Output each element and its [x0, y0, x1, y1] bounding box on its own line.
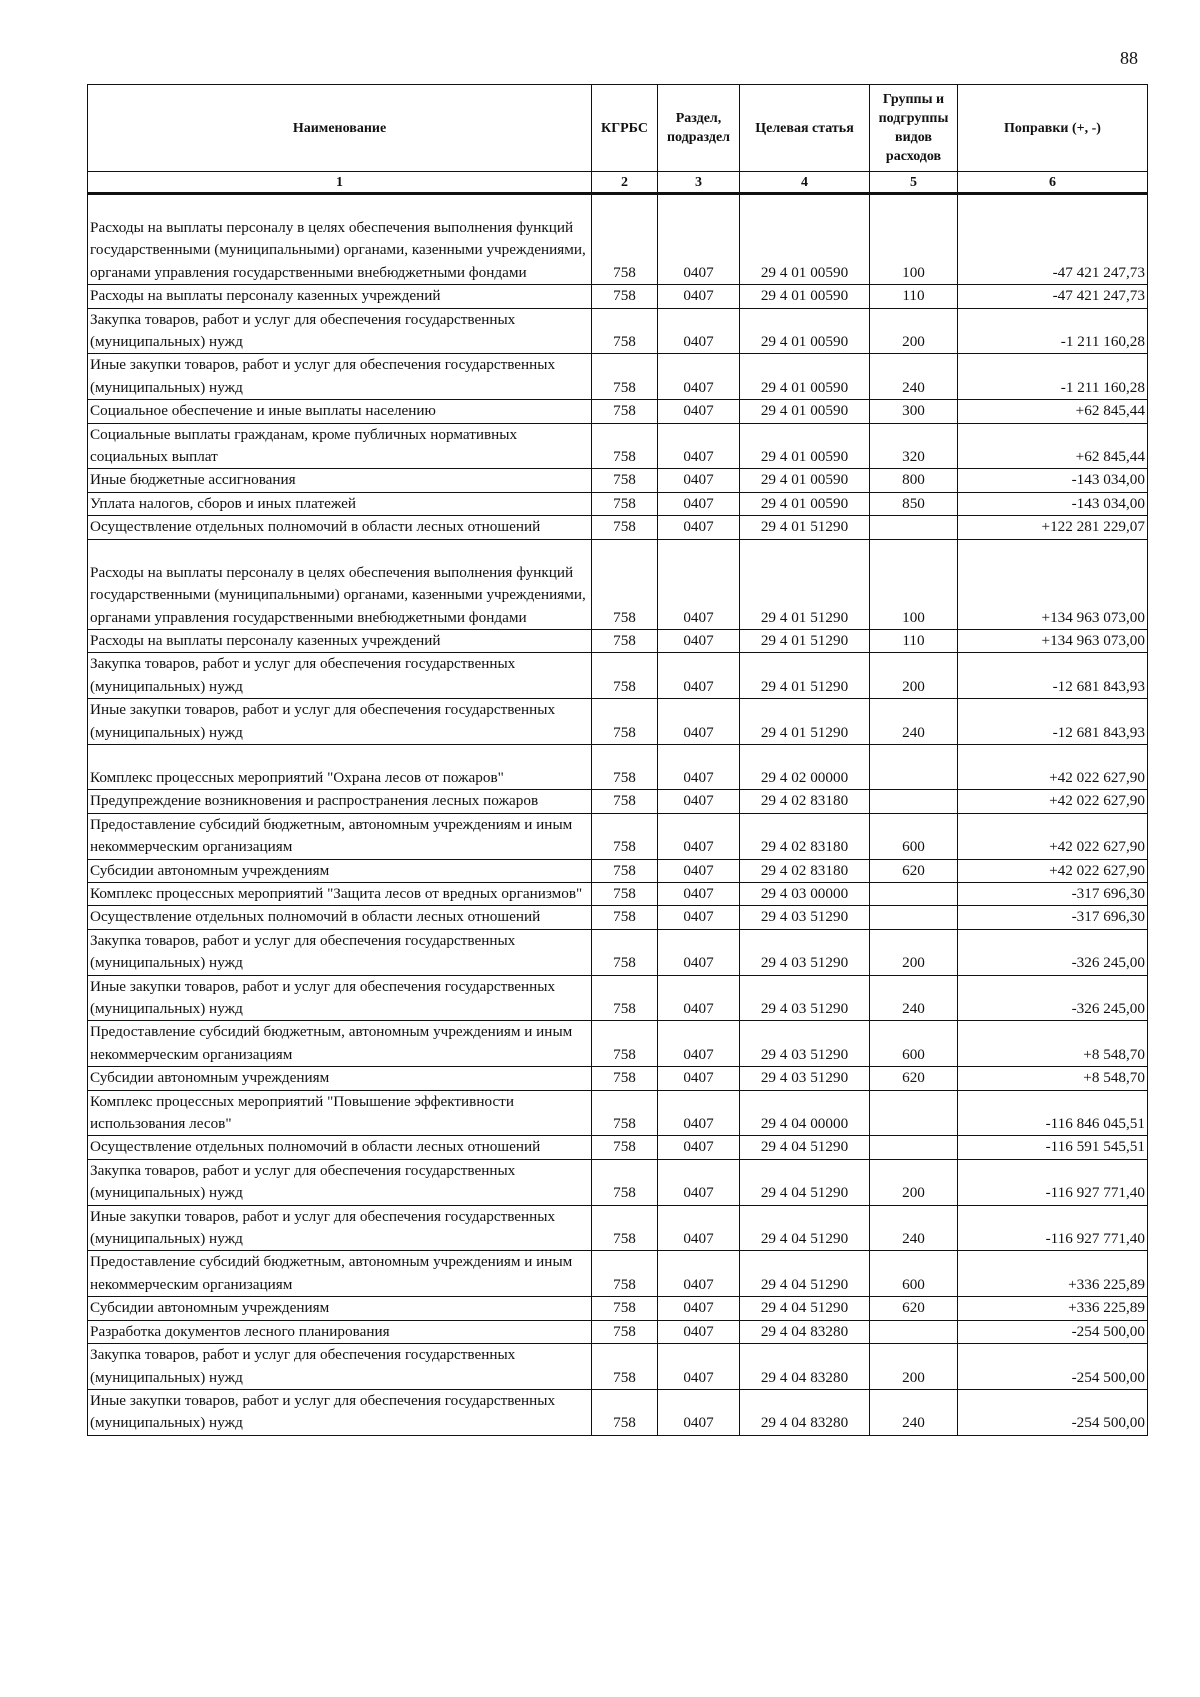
row-name: Иные закупки товаров, работ и услуг для обеспечения государственных (муниципальных) нужд	[88, 354, 592, 400]
row-expense-group: 200	[870, 1159, 958, 1205]
row-section: 0407	[658, 423, 740, 469]
row-amendment-amount: -317 696,30	[958, 906, 1148, 929]
column-number: 6	[958, 172, 1148, 194]
table-row	[88, 400, 1148, 423]
table-row	[88, 1021, 1148, 1067]
row-section: 0407	[658, 1136, 740, 1159]
row-expense-group: 850	[870, 492, 958, 515]
row-target-article: 29 4 02 83180	[740, 859, 870, 882]
table-row	[88, 882, 1148, 905]
row-name: Расходы на выплаты персоналу казенных учреждений	[88, 629, 592, 652]
row-amendment-amount: -254 500,00	[958, 1344, 1148, 1390]
row-kgrbs: 758	[592, 790, 658, 813]
table-row	[88, 906, 1148, 929]
row-amendment-amount: -1 211 160,28	[958, 308, 1148, 354]
row-name: Предоставление субсидий бюджетным, автономным учреждениям и иным некоммерческим организациям	[88, 1251, 592, 1297]
table-row	[88, 539, 1148, 629]
header-name: Наименование	[88, 85, 592, 172]
row-target-article: 29 4 02 83180	[740, 813, 870, 859]
row-target-article: 29 4 04 83280	[740, 1320, 870, 1343]
column-number: 5	[870, 172, 958, 194]
row-section: 0407	[658, 1067, 740, 1090]
table-row	[88, 1136, 1148, 1159]
row-section: 0407	[658, 906, 740, 929]
row-kgrbs: 758	[592, 308, 658, 354]
budget-amendments-table	[87, 84, 1148, 1436]
row-section: 0407	[658, 539, 740, 629]
row-expense-group: 110	[870, 285, 958, 308]
row-amendment-amount: +8 548,70	[958, 1021, 1148, 1067]
row-expense-group: 320	[870, 423, 958, 469]
row-kgrbs: 758	[592, 653, 658, 699]
row-name: Расходы на выплаты персоналу в целях обеспечения выполнения функций государственными (муниципальными) органами, казенными учреждениями, органами управления государственными внебюджетными фондами	[88, 194, 592, 285]
row-amendment-amount: +122 281 229,07	[958, 516, 1148, 539]
row-amendment-amount: -143 034,00	[958, 469, 1148, 492]
row-kgrbs: 758	[592, 859, 658, 882]
row-amendment-amount: -326 245,00	[958, 929, 1148, 975]
table-row	[88, 194, 1148, 285]
row-section: 0407	[658, 859, 740, 882]
row-expense-group: 240	[870, 1389, 958, 1435]
row-kgrbs: 758	[592, 400, 658, 423]
row-kgrbs: 758	[592, 882, 658, 905]
row-target-article: 29 4 04 51290	[740, 1251, 870, 1297]
row-section: 0407	[658, 1251, 740, 1297]
row-name: Закупка товаров, работ и услуг для обеспечения государственных (муниципальных) нужд	[88, 1159, 592, 1205]
row-kgrbs: 758	[592, 469, 658, 492]
table-row	[88, 1159, 1148, 1205]
row-kgrbs: 758	[592, 1205, 658, 1251]
row-name: Закупка товаров, работ и услуг для обеспечения государственных (муниципальных) нужд	[88, 653, 592, 699]
row-name: Иные закупки товаров, работ и услуг для обеспечения государственных (муниципальных) нужд	[88, 699, 592, 745]
table-row	[88, 469, 1148, 492]
table-row	[88, 1090, 1148, 1136]
row-amendment-amount: -326 245,00	[958, 975, 1148, 1021]
row-target-article: 29 4 03 51290	[740, 929, 870, 975]
row-target-article: 29 4 01 00590	[740, 423, 870, 469]
row-expense-group	[870, 1136, 958, 1159]
table-row	[88, 1389, 1148, 1435]
row-expense-group: 100	[870, 194, 958, 285]
table-row	[88, 744, 1148, 789]
row-name: Социальные выплаты гражданам, кроме публичных нормативных социальных выплат	[88, 423, 592, 469]
table-row	[88, 629, 1148, 652]
row-name: Закупка товаров, работ и услуг для обеспечения государственных (муниципальных) нужд	[88, 308, 592, 354]
row-expense-group: 300	[870, 400, 958, 423]
row-amendment-amount: -47 421 247,73	[958, 285, 1148, 308]
row-section: 0407	[658, 882, 740, 905]
row-name: Иные закупки товаров, работ и услуг для обеспечения государственных (муниципальных) нужд	[88, 1389, 592, 1435]
row-name: Субсидии автономным учреждениям	[88, 1067, 592, 1090]
row-kgrbs: 758	[592, 975, 658, 1021]
row-target-article: 29 4 01 00590	[740, 354, 870, 400]
row-amendment-amount: -47 421 247,73	[958, 194, 1148, 285]
row-kgrbs: 758	[592, 1067, 658, 1090]
row-section: 0407	[658, 400, 740, 423]
row-name: Осуществление отдельных полномочий в области лесных отношений	[88, 906, 592, 929]
table-row	[88, 1067, 1148, 1090]
table-row	[88, 813, 1148, 859]
row-section: 0407	[658, 1389, 740, 1435]
row-expense-group: 240	[870, 1205, 958, 1251]
column-number: 4	[740, 172, 870, 194]
row-name: Иные закупки товаров, работ и услуг для обеспечения государственных (муниципальных) нужд	[88, 1205, 592, 1251]
row-expense-group: 200	[870, 653, 958, 699]
row-target-article: 29 4 01 51290	[740, 516, 870, 539]
row-name: Закупка товаров, работ и услуг для обеспечения государственных (муниципальных) нужд	[88, 1344, 592, 1390]
row-expense-group	[870, 516, 958, 539]
row-section: 0407	[658, 308, 740, 354]
row-section: 0407	[658, 929, 740, 975]
table-row	[88, 1297, 1148, 1320]
row-section: 0407	[658, 354, 740, 400]
row-target-article: 29 4 03 51290	[740, 1067, 870, 1090]
row-expense-group: 620	[870, 859, 958, 882]
row-expense-group	[870, 790, 958, 813]
row-amendment-amount: -254 500,00	[958, 1389, 1148, 1435]
row-expense-group: 200	[870, 1344, 958, 1390]
row-name: Закупка товаров, работ и услуг для обеспечения государственных (муниципальных) нужд	[88, 929, 592, 975]
row-amendment-amount: -12 681 843,93	[958, 653, 1148, 699]
row-name: Субсидии автономным учреждениям	[88, 1297, 592, 1320]
table-row	[88, 516, 1148, 539]
row-kgrbs: 758	[592, 1320, 658, 1343]
row-section: 0407	[658, 699, 740, 745]
row-target-article: 29 4 01 00590	[740, 469, 870, 492]
row-section: 0407	[658, 492, 740, 515]
row-target-article: 29 4 03 51290	[740, 906, 870, 929]
row-section: 0407	[658, 790, 740, 813]
header-amendments: Поправки (+, -)	[958, 85, 1148, 172]
row-kgrbs: 758	[592, 906, 658, 929]
table-row	[88, 699, 1148, 745]
header-section: Раздел, подраздел	[658, 85, 740, 172]
row-section: 0407	[658, 629, 740, 652]
row-target-article: 29 4 04 83280	[740, 1344, 870, 1390]
row-amendment-amount: +42 022 627,90	[958, 859, 1148, 882]
row-section: 0407	[658, 975, 740, 1021]
row-amendment-amount: +336 225,89	[958, 1297, 1148, 1320]
row-kgrbs: 758	[592, 929, 658, 975]
row-kgrbs: 758	[592, 1159, 658, 1205]
row-expense-group: 620	[870, 1297, 958, 1320]
table-row	[88, 1320, 1148, 1343]
row-kgrbs: 758	[592, 1136, 658, 1159]
table-row	[88, 492, 1148, 515]
table-row	[88, 929, 1148, 975]
row-expense-group: 240	[870, 975, 958, 1021]
column-number-row	[88, 172, 1148, 194]
row-expense-group	[870, 882, 958, 905]
row-name: Иные бюджетные ассигнования	[88, 469, 592, 492]
row-section: 0407	[658, 1297, 740, 1320]
row-target-article: 29 4 04 51290	[740, 1159, 870, 1205]
row-target-article: 29 4 04 51290	[740, 1136, 870, 1159]
table-row	[88, 859, 1148, 882]
row-target-article: 29 4 03 00000	[740, 882, 870, 905]
page-number: 88	[1120, 48, 1138, 68]
row-target-article: 29 4 03 51290	[740, 1021, 870, 1067]
row-kgrbs: 758	[592, 423, 658, 469]
row-amendment-amount: -12 681 843,93	[958, 699, 1148, 745]
row-amendment-amount: +134 963 073,00	[958, 629, 1148, 652]
row-expense-group	[870, 1320, 958, 1343]
row-expense-group: 600	[870, 1021, 958, 1067]
row-amendment-amount: -143 034,00	[958, 492, 1148, 515]
row-expense-group: 600	[870, 1251, 958, 1297]
row-target-article: 29 4 02 00000	[740, 744, 870, 789]
row-name: Осуществление отдельных полномочий в области лесных отношений	[88, 516, 592, 539]
row-section: 0407	[658, 1205, 740, 1251]
row-kgrbs: 758	[592, 539, 658, 629]
row-name: Социальное обеспечение и иные выплаты населению	[88, 400, 592, 423]
row-amendment-amount: -116 846 045,51	[958, 1090, 1148, 1136]
row-name: Разработка документов лесного планирования	[88, 1320, 592, 1343]
row-amendment-amount: -116 927 771,40	[958, 1205, 1148, 1251]
row-expense-group	[870, 906, 958, 929]
row-amendment-amount: +42 022 627,90	[958, 790, 1148, 813]
row-kgrbs: 758	[592, 516, 658, 539]
table-row	[88, 423, 1148, 469]
row-amendment-amount: +42 022 627,90	[958, 813, 1148, 859]
row-name: Расходы на выплаты персоналу в целях обеспечения выполнения функций государственными (муниципальными) органами, казенными учреждениями, органами управления государственными внебюджетными фондами	[88, 539, 592, 629]
row-amendment-amount: +42 022 627,90	[958, 744, 1148, 789]
row-expense-group	[870, 1090, 958, 1136]
row-target-article: 29 4 03 51290	[740, 975, 870, 1021]
row-name: Осуществление отдельных полномочий в области лесных отношений	[88, 1136, 592, 1159]
row-target-article: 29 4 01 51290	[740, 699, 870, 745]
row-amendment-amount: +336 225,89	[958, 1251, 1148, 1297]
table-row	[88, 1344, 1148, 1390]
row-kgrbs: 758	[592, 1389, 658, 1435]
row-kgrbs: 758	[592, 699, 658, 745]
row-section: 0407	[658, 744, 740, 789]
row-target-article: 29 4 01 00590	[740, 308, 870, 354]
row-amendment-amount: -116 591 545,51	[958, 1136, 1148, 1159]
row-section: 0407	[658, 813, 740, 859]
table-row	[88, 354, 1148, 400]
row-target-article: 29 4 04 51290	[740, 1297, 870, 1320]
row-target-article: 29 4 01 00590	[740, 400, 870, 423]
row-target-article: 29 4 01 51290	[740, 539, 870, 629]
row-name: Расходы на выплаты персоналу казенных учреждений	[88, 285, 592, 308]
row-amendment-amount: -116 927 771,40	[958, 1159, 1148, 1205]
row-amendment-amount: +8 548,70	[958, 1067, 1148, 1090]
row-name: Предоставление субсидий бюджетным, автономным учреждениям и иным некоммерческим организациям	[88, 813, 592, 859]
row-kgrbs: 758	[592, 1251, 658, 1297]
row-section: 0407	[658, 1320, 740, 1343]
table-row	[88, 1205, 1148, 1251]
row-kgrbs: 758	[592, 354, 658, 400]
table-row	[88, 653, 1148, 699]
row-name: Комплекс процессных мероприятий "Повышение эффективности использования лесов"	[88, 1090, 592, 1136]
row-kgrbs: 758	[592, 629, 658, 652]
row-section: 0407	[658, 1159, 740, 1205]
row-section: 0407	[658, 516, 740, 539]
row-expense-group: 200	[870, 929, 958, 975]
row-amendment-amount: -254 500,00	[958, 1320, 1148, 1343]
row-target-article: 29 4 01 00590	[740, 194, 870, 285]
row-expense-group: 240	[870, 699, 958, 745]
row-target-article: 29 4 01 00590	[740, 285, 870, 308]
column-number: 2	[592, 172, 658, 194]
table-row	[88, 790, 1148, 813]
row-amendment-amount: +62 845,44	[958, 400, 1148, 423]
row-kgrbs: 758	[592, 285, 658, 308]
header-target: Целевая статья	[740, 85, 870, 172]
row-amendment-amount: -317 696,30	[958, 882, 1148, 905]
row-name: Предупреждение возникновения и распространения лесных пожаров	[88, 790, 592, 813]
row-name: Уплата налогов, сборов и иных платежей	[88, 492, 592, 515]
row-kgrbs: 758	[592, 813, 658, 859]
row-expense-group: 620	[870, 1067, 958, 1090]
row-kgrbs: 758	[592, 744, 658, 789]
row-expense-group: 200	[870, 308, 958, 354]
row-section: 0407	[658, 469, 740, 492]
row-amendment-amount: -1 211 160,28	[958, 354, 1148, 400]
row-expense-group: 240	[870, 354, 958, 400]
row-kgrbs: 758	[592, 492, 658, 515]
row-section: 0407	[658, 1090, 740, 1136]
row-target-article: 29 4 01 51290	[740, 629, 870, 652]
row-kgrbs: 758	[592, 1297, 658, 1320]
row-name: Комплекс процессных мероприятий "Охрана лесов от пожаров"	[88, 744, 592, 789]
row-target-article: 29 4 01 00590	[740, 492, 870, 515]
row-section: 0407	[658, 285, 740, 308]
column-number: 3	[658, 172, 740, 194]
row-expense-group	[870, 744, 958, 789]
row-expense-group: 110	[870, 629, 958, 652]
row-name: Субсидии автономным учреждениям	[88, 859, 592, 882]
row-name: Предоставление субсидий бюджетным, автономным учреждениям и иным некоммерческим организациям	[88, 1021, 592, 1067]
row-section: 0407	[658, 653, 740, 699]
table-row	[88, 1251, 1148, 1297]
table-header-row	[88, 85, 1148, 172]
row-expense-group: 800	[870, 469, 958, 492]
row-amendment-amount: +62 845,44	[958, 423, 1148, 469]
row-kgrbs: 758	[592, 1344, 658, 1390]
row-expense-group: 600	[870, 813, 958, 859]
row-section: 0407	[658, 1021, 740, 1067]
row-name: Комплекс процессных мероприятий "Защита лесов от вредных организмов"	[88, 882, 592, 905]
table-row	[88, 308, 1148, 354]
row-target-article: 29 4 02 83180	[740, 790, 870, 813]
row-section: 0407	[658, 194, 740, 285]
header-kgrbs: КГРБС	[592, 85, 658, 172]
row-target-article: 29 4 04 00000	[740, 1090, 870, 1136]
table-row	[88, 285, 1148, 308]
table-body	[88, 194, 1148, 1436]
row-target-article: 29 4 04 83280	[740, 1389, 870, 1435]
row-amendment-amount: +134 963 073,00	[958, 539, 1148, 629]
table-row	[88, 975, 1148, 1021]
row-expense-group: 100	[870, 539, 958, 629]
row-name: Иные закупки товаров, работ и услуг для обеспечения государственных (муниципальных) нужд	[88, 975, 592, 1021]
row-kgrbs: 758	[592, 1021, 658, 1067]
column-number: 1	[88, 172, 592, 194]
row-target-article: 29 4 01 51290	[740, 653, 870, 699]
row-section: 0407	[658, 1344, 740, 1390]
row-kgrbs: 758	[592, 194, 658, 285]
row-target-article: 29 4 04 51290	[740, 1205, 870, 1251]
row-kgrbs: 758	[592, 1090, 658, 1136]
header-groups: Группы и подгруппы видов расходов	[870, 85, 958, 172]
